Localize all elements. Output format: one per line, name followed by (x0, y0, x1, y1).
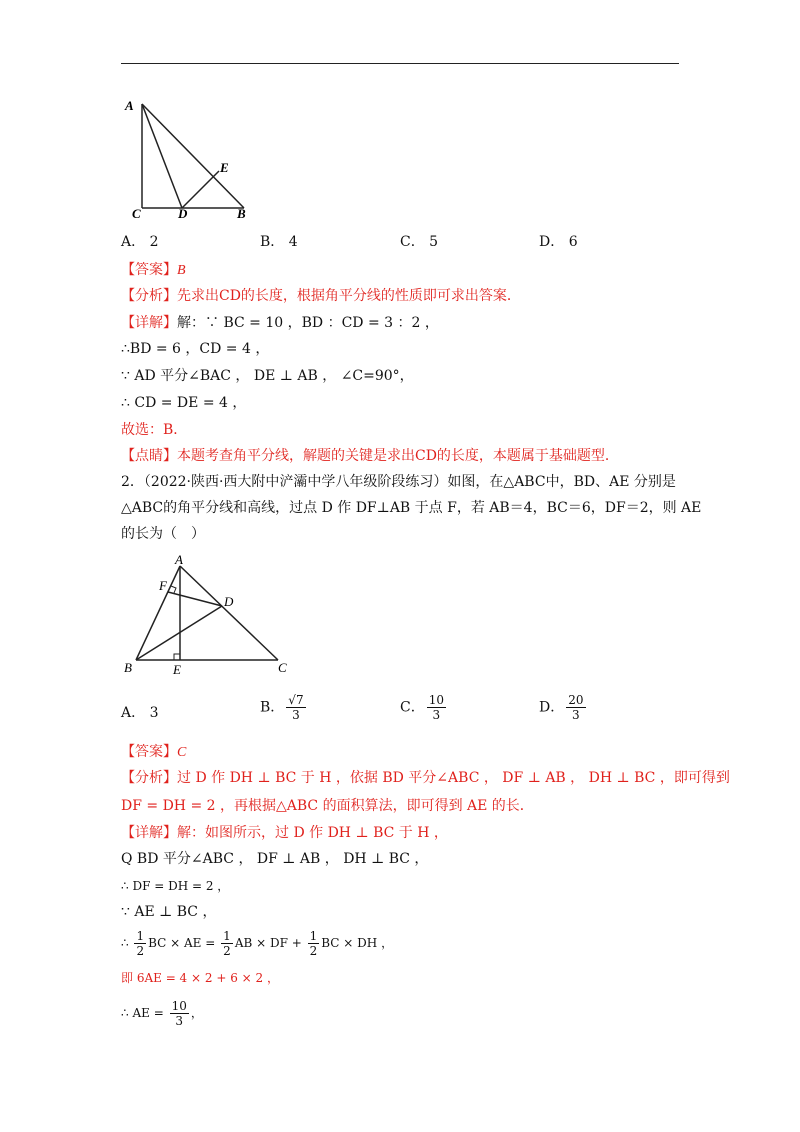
q2-option-b-fraction (286, 693, 305, 722)
q1-detail-2: ∴BD = 6 ，CD = 4 ， (121, 341, 270, 357)
q1-option-a-letter: A． (121, 234, 146, 250)
fig2-label-d: D (224, 594, 234, 609)
q2-eq-therefore: ∴ (121, 936, 129, 950)
q2-option-d-letter: D． (539, 699, 565, 716)
q2-eq-half-3-den: 2 (309, 944, 318, 958)
header-rule (121, 63, 679, 64)
q2-answer-tag: 【答案】 (121, 744, 177, 760)
q2-eq-half-1-den: 2 (136, 944, 145, 958)
q2-analysis-line-1: 过 D 作 DH ⊥ BC 于 H ，依据 BD 平分∠ABC ， DF ⊥ AB ， DH ⊥ BC ，即可得到 (177, 770, 730, 786)
q2-option-b-letter: B． (260, 699, 285, 716)
q2-option-d-den: 3 (572, 708, 580, 722)
q1-option-b-letter: B． (260, 234, 285, 250)
q1-analysis-tag: 【分析】 (121, 288, 177, 304)
q2-equation-1 (121, 928, 393, 958)
q2-option-c-den: 3 (432, 708, 441, 722)
q1-option-c-letter: C． (400, 234, 425, 250)
q2-eq-half-1-num: 1 (136, 929, 145, 943)
figure-2-triangle (118, 552, 298, 682)
q1-option-b (260, 232, 298, 252)
q2-eq-final-prefix: ∴ AE = (121, 1006, 164, 1020)
q2-equation-final (121, 996, 203, 1030)
q2-option-d-num: 20 (568, 693, 584, 707)
q1-option-c-value: 5 (429, 234, 439, 250)
q2-option-b (260, 693, 308, 722)
q2-detail-3: ∵ AE ⊥ BC ， (121, 904, 217, 920)
q2-option-c-letter: C． (400, 699, 425, 716)
q1-detail-tag: 【详解】 (121, 315, 177, 331)
q2-detail-2: ∴ DF = DH = 2 ， (121, 879, 230, 893)
q2-eq-half-1 (134, 929, 146, 958)
q1-analysis (121, 286, 521, 306)
q1-option-d (539, 232, 578, 252)
q1-detail-3: ∵ AD 平分∠BAC ， DE ⊥ AB ， ∠C=90°， (121, 368, 414, 384)
q1-analysis-text: 先求出CD的长度，根据角平分线的性质即可求出答案． (177, 288, 521, 304)
q2-detail-tag: 【详解】 (121, 825, 177, 841)
fig1-label-b: B (237, 206, 246, 221)
q1-detail-4: ∴ CD = DE = 4 ， (121, 395, 247, 411)
q1-answer-value: B (177, 263, 186, 278)
fig1-label-e: E (220, 160, 229, 175)
q2-equation-2: 即 6AE = 4 × 2 + 6 × 2 ， (121, 971, 279, 985)
fig2-label-e: E (173, 662, 181, 677)
q1-comment (121, 446, 619, 466)
q2-eq-half-2 (221, 929, 233, 958)
q1-option-a-value: 2 (149, 234, 159, 250)
q2-option-b-den: 3 (292, 708, 300, 722)
q2-answer (121, 742, 186, 763)
q2-eq-final-fraction (170, 999, 189, 1028)
q2-eq-half-2-num: 1 (223, 929, 231, 943)
q2-analysis-1 (121, 768, 730, 788)
fig2-label-f: F (159, 578, 167, 593)
q2-eq-part-3: BC × DH ， (321, 936, 394, 950)
q1-option-c (400, 232, 438, 252)
q2-option-a-letter: A． (121, 705, 146, 721)
q1-detail-line-1: 解：∵ BC = 10 ，BD ：CD = 3 ：2 ， (177, 315, 439, 331)
fig1-label-a: A (125, 98, 134, 113)
q1-detail-1 (121, 313, 439, 333)
q2-option-d-fraction (566, 693, 585, 722)
q2-eq-final-den: 3 (175, 1014, 184, 1028)
q2-option-c (400, 693, 448, 722)
fig1-label-d: D (178, 206, 188, 221)
q1-option-a (121, 232, 159, 252)
q1-comment-text: 本题考查角平分线，解题的关键是求出CD的长度，本题属于基础题型． (177, 448, 619, 464)
q2-option-a-value: 3 (149, 705, 159, 721)
q2-eq-equals: = (205, 936, 216, 950)
q2-stem-2: △ABC的角平分线和高线，过点 D 作 DF⊥AB 于点 F，若 AB＝4，BC＝6，DF＝2，则 AE (121, 500, 702, 516)
q1-option-d-value: 6 (568, 234, 578, 250)
q2-option-b-num: √7 (288, 693, 304, 707)
q1-detail-5: 故选：B． (121, 422, 188, 438)
q2-eq-final-suffix: ， (190, 1006, 203, 1020)
q2-detail-1: Q BD 平分∠ABC ， DF ⊥ AB ， DH ⊥ BC ， (121, 851, 429, 867)
q2-eq-half-3 (308, 929, 320, 958)
q2-analysis-2: DF = DH = 2 ，再根据△ABC 的面积算法，即可得到 AE 的长． (121, 798, 534, 814)
q2-stem-1: 2．（2022·陕西·西大附中浐灞中学八年级阶段练习）如图，在△ABC中，BD、AE 分别是 (121, 474, 676, 490)
q1-option-b-value: 4 (288, 234, 298, 250)
q2-detail-first (121, 823, 448, 843)
q1-answer (121, 260, 186, 281)
q2-stem-3: 的长为（ ） (121, 526, 205, 542)
q1-option-d-letter: D． (539, 234, 565, 250)
figure-1-triangle (118, 92, 258, 222)
q1-answer-tag: 【答案】 (121, 262, 177, 278)
fig2-label-a: A (175, 552, 183, 567)
fig1-label-c: C (132, 206, 141, 221)
q2-eq-half-2-den: 2 (223, 944, 231, 958)
q2-eq-final-num: 10 (171, 999, 187, 1013)
fig2-label-c: C (278, 660, 287, 675)
fig2-label-b: B (124, 660, 132, 675)
q2-eq-part-1: BC × AE (148, 936, 202, 950)
q2-option-c-fraction (427, 693, 446, 722)
q1-comment-tag: 【点睛】 (121, 448, 177, 464)
q2-eq-half-3-num: 1 (309, 929, 318, 943)
q2-analysis-tag: 【分析】 (121, 770, 177, 786)
q2-option-d (539, 693, 588, 722)
q2-eq-part-2: AB × DF + (234, 936, 302, 950)
q2-answer-value: C (177, 745, 187, 760)
q2-detail-first-text: 解：如图所示，过 D 作 DH ⊥ BC 于 H ， (177, 825, 448, 841)
q2-option-a (121, 703, 159, 723)
q2-option-c-num: 10 (428, 693, 444, 707)
